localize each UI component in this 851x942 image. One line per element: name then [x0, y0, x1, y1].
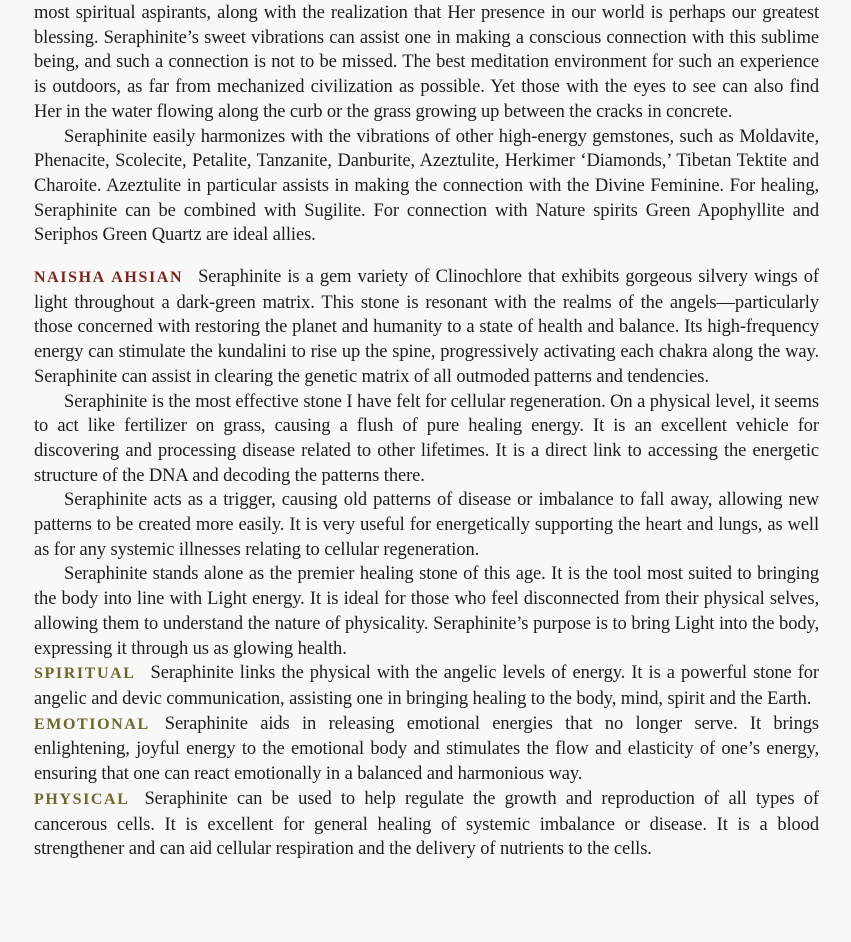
physical-text: Seraphinite can be used to help regulate the growth and reproduction of all types of cancerous cells. It is excellent for general healing of systemic imbalance or disease. It is a blood strengthener and can aid cellular respiration and the delivery of nutrients to the cells.	[34, 788, 819, 860]
paragraph-continuation: most spiritual aspirants, along with the realization that Her presence in our world is perhaps our greatest blessing. Seraphinite’s sweet vibrations can assist one in making a conscious connection with this sublime being, and such a connection is not to be missed. The best meditation environment for such an experience is outdoors, as far from mechanized civilization as possible. Yet those with the eyes to see can also find Her in the water flowing along the curb or the grass growing up between the cracks in concrete.	[34, 3, 819, 122]
paragraph-premier-healing: Seraphinite stands alone as the premier healing stone of this age. It is the tool most suited to bringing the body into line with Light energy. It is ideal for those who feel disconnected from their physical selves, allowing them to understand the nature of physicality. Seraphinite’s purpose is to bring Light into the body, expressing it through us as glowing health.	[34, 564, 819, 659]
paragraph-cellular-regeneration: Seraphinite is the most effective stone I have felt for cellular regeneration. On a physical level, it seems to act like fertilizer on grass, causing a flush of pure healing energy. It is an excellent vehicle for discovering and processing disease related to other lifetimes. It is a direct link to accessing the energetic structure of the DNA and decoding the patterns there.	[34, 391, 819, 486]
paragraph-spiritual	[34, 661, 819, 711]
emotional-text: Seraphinite aids in releasing emotional energies that no longer serve. It brings enlightening, joyful energy to the emotional body and stimulates the flow and elasticity of one’s energy, ensuring that one can react emotionally in a balanced and harmonious way.	[34, 713, 819, 785]
paragraph-emotional	[34, 712, 819, 787]
paragraph-harmonizes: Seraphinite easily harmonizes with the vibrations of other high-energy gemstones, such as Moldavite, Phenacite, Scolecite, Petalite, Tanzanite, Danburite, Azeztulite, Herkimer ‘Diamonds,’ Tibetan Tektite and Charoite. Azeztulite in particular assists in making the connection with the Divine Feminine. For healing, Seraphinite can be combined with Sugilite. For connection with Nature spirits Green Apophyllite and Seriphos Green Quartz are ideal allies.	[34, 126, 819, 246]
section-heading-physical: PHYSICAL	[34, 790, 130, 808]
paragraph-naisha-ahsian	[34, 265, 819, 390]
spiritual-text: Seraphinite links the physical with the angelic levels of energy. It is a powerful stone for angelic and devic communication, assisting one in bringing healing to the body, mind, spirit and the Earth.	[34, 663, 819, 709]
paragraph-physical	[34, 787, 819, 862]
paragraph-trigger: Seraphinite acts as a trigger, causing old patterns of disease or imbalance to fall away, allowing new patterns to be created more easily. It is very useful for energetically supporting the heart and lungs, as well as for any systemic illnesses relating to cellular regeneration.	[34, 490, 819, 560]
author-heading-naisha-ahsian: NAISHA AHSIAN	[34, 269, 184, 287]
section-heading-emotional: EMOTIONAL	[34, 715, 150, 733]
section-heading-spiritual: SPIRITUAL	[34, 665, 136, 683]
naisha-ahsian-text: Seraphinite is a gem variety of Clinochlore that exhibits gorgeous silvery wings of light throughout a dark-green matrix. This stone is resonant with the realms of the angels—particularly those concerned with restoring the planet and humanity to a state of health and balance. Its high-frequency energy can stimulate the kundalini to rise up the spine, progressively activating each chakra along the way. Seraphinite can assist in clearing the genetic matrix of all outmoded patterns and tendencies.	[34, 267, 819, 387]
